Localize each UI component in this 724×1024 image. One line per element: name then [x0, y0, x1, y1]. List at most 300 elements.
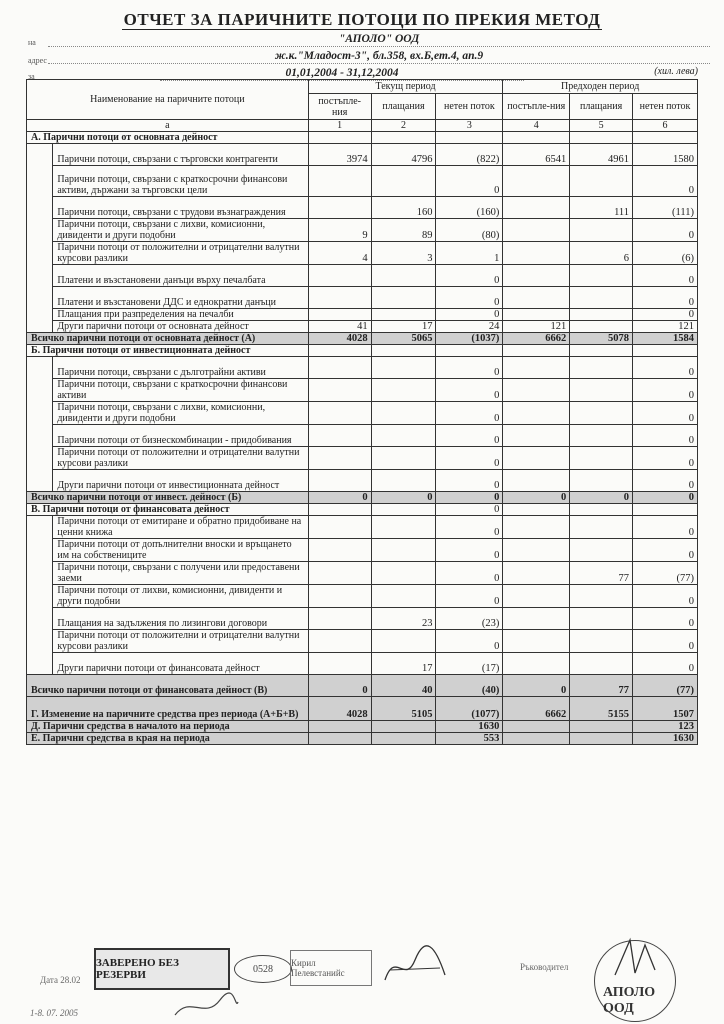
- table-row: [27, 242, 698, 265]
- cell-value: 0: [633, 265, 698, 287]
- cell-value: 4796: [371, 144, 436, 166]
- cell-value: 0: [308, 675, 371, 697]
- cell-value: [570, 425, 633, 447]
- cell-value: [308, 733, 371, 745]
- report-title: ОТЧЕТ ЗА ПАРИЧНИТЕ ПОТОЦИ ПО ПРЕКИЯ МЕТОД: [123, 10, 601, 29]
- row-name: Парични потоци от положителни и отрицателни валутни курсови разлики: [53, 242, 308, 265]
- row-name: Всичко парични потоци от финансовата дейност (В): [27, 675, 309, 697]
- cell-value: [371, 447, 436, 470]
- col-header-previous: Предходен период: [503, 80, 698, 94]
- cell-value: [503, 539, 570, 562]
- row-name: Парични потоци, свързани с краткосрочни финансови активи, държани за търговски цели: [53, 166, 308, 197]
- cell-value: [308, 166, 371, 197]
- cell-value: 0: [436, 166, 503, 197]
- cell-value: 5155: [570, 697, 633, 721]
- indent-cell: [27, 287, 53, 309]
- cell-value: [570, 539, 633, 562]
- table-row: [27, 197, 698, 219]
- cell-value: [308, 539, 371, 562]
- row-name: Плащания на задължения по лизингови договори: [53, 608, 308, 630]
- row-name: Г. Изменение на паричните средства през периода (А+Б+В): [27, 697, 309, 721]
- cell-value: 0: [570, 492, 633, 504]
- cell-value: 0: [503, 492, 570, 504]
- cell-value: [371, 733, 436, 745]
- cell-value: 4028: [308, 697, 371, 721]
- cell-value: [308, 379, 371, 402]
- cell-value: [371, 357, 436, 379]
- cell-value: 0: [633, 309, 698, 321]
- row-name: Други парични потоци от инвестиционната дейност: [53, 470, 308, 492]
- row-name: Парични потоци от емитиране и обратно придобиване на ценни книжа: [53, 516, 308, 539]
- cell-value: 0: [503, 675, 570, 697]
- cell-value: 89: [371, 219, 436, 242]
- indent-cell: [27, 608, 53, 630]
- col-index: 2: [371, 120, 436, 132]
- cell-value: [570, 265, 633, 287]
- row-name: Парични потоци, свързани с дълготрайни активи: [53, 357, 308, 379]
- cell-value: 0: [633, 402, 698, 425]
- total-row: [27, 675, 698, 697]
- cell-value: 4028: [308, 333, 371, 345]
- cell-value: 0: [436, 379, 503, 402]
- col-header-net: нетен поток: [436, 94, 503, 120]
- indent-cell: [27, 447, 53, 470]
- cell-value: 1580: [633, 144, 698, 166]
- cell-value: 5065: [371, 333, 436, 345]
- row-name: А. Парични потоци от основната дейност: [27, 132, 309, 144]
- cell-value: 0: [436, 357, 503, 379]
- cell-value: [308, 470, 371, 492]
- section-row: [27, 132, 698, 144]
- cell-value: [308, 425, 371, 447]
- cell-value: [371, 721, 436, 733]
- cell-value: 0: [633, 357, 698, 379]
- cell-value: [570, 379, 633, 402]
- indent-cell: [27, 197, 53, 219]
- cell-value: 0: [436, 562, 503, 585]
- cell-value: (111): [633, 197, 698, 219]
- row-name: Парични потоци, свързани с краткосрочни финансови активи: [53, 379, 308, 402]
- cell-value: [371, 166, 436, 197]
- col-index: 1: [308, 120, 371, 132]
- cell-value: [503, 585, 570, 608]
- cell-value: 0: [633, 287, 698, 309]
- cell-value: 6: [570, 242, 633, 265]
- section-row: [27, 504, 698, 516]
- row-name: Парични потоци от лихви, комисионни, дивиденти и други подобни: [53, 585, 308, 608]
- col-header-payments-prev: плащания: [570, 94, 633, 120]
- unit-label: (хил. лева): [654, 66, 698, 77]
- row-name: Парични потоци от положителни и отрицателни валутни курсови разлики: [53, 630, 308, 653]
- cell-value: [570, 516, 633, 539]
- cell-value: 0: [436, 470, 503, 492]
- cell-value: 24: [436, 321, 503, 333]
- indent-cell: [27, 516, 53, 539]
- cell-value: [503, 733, 570, 745]
- indent-cell: [27, 357, 53, 379]
- cell-value: [371, 265, 436, 287]
- row-name: Б. Парични потоци от инвестиционната дейност: [27, 345, 309, 357]
- manager-label: Ръководител: [520, 962, 569, 972]
- company-address: ж.к."Младост-3", бл.358, вх.Б,ет.4, ап.9: [48, 49, 710, 64]
- cell-value: 1: [436, 242, 503, 265]
- row-name: Всичко парични потоци от инвест. дейност (Б): [27, 492, 309, 504]
- cell-value: [371, 539, 436, 562]
- table-row: [27, 265, 698, 287]
- total-row: [27, 333, 698, 345]
- cell-value: 0: [633, 539, 698, 562]
- cell-value: 9: [308, 219, 371, 242]
- cell-value: [570, 287, 633, 309]
- cell-value: [503, 630, 570, 653]
- cell-value: [308, 345, 371, 357]
- cell-value: [570, 321, 633, 333]
- signature-icon: [380, 940, 450, 990]
- cell-value: [570, 447, 633, 470]
- cell-value: [633, 345, 698, 357]
- cell-value: [503, 219, 570, 242]
- cell-value: [371, 402, 436, 425]
- cell-value: [503, 516, 570, 539]
- col-header-net-prev: нетен поток: [633, 94, 698, 120]
- cell-value: [570, 721, 633, 733]
- cell-value: 121: [633, 321, 698, 333]
- col-index: 5: [570, 120, 633, 132]
- table-row: [27, 309, 698, 321]
- cell-value: [503, 402, 570, 425]
- col-index: 3: [436, 120, 503, 132]
- cell-value: 0: [436, 287, 503, 309]
- cell-value: 160: [371, 197, 436, 219]
- cell-value: [503, 287, 570, 309]
- cell-value: [371, 562, 436, 585]
- cell-value: [503, 357, 570, 379]
- cell-value: [503, 345, 570, 357]
- cell-value: [371, 345, 436, 357]
- row-name: Други парични потоци от основната дейност: [53, 321, 308, 333]
- indent-cell: [27, 219, 53, 242]
- cell-value: [503, 470, 570, 492]
- cell-value: 3: [371, 242, 436, 265]
- row-name: В. Парични потоци от финансовата дейност: [27, 504, 309, 516]
- cell-value: 553: [436, 733, 503, 745]
- cell-value: [570, 608, 633, 630]
- indent-cell: [27, 653, 53, 675]
- cell-value: 17: [371, 653, 436, 675]
- cell-value: [371, 630, 436, 653]
- cell-value: (23): [436, 608, 503, 630]
- cell-value: [633, 132, 698, 144]
- section-row: [27, 345, 698, 357]
- cell-value: [503, 379, 570, 402]
- cell-value: [503, 197, 570, 219]
- cell-value: [308, 608, 371, 630]
- label-na: на: [28, 38, 36, 47]
- row-name: Парични потоци, свързани с търговски контрагенти: [53, 144, 308, 166]
- cell-value: 5105: [371, 697, 436, 721]
- table-row: [27, 402, 698, 425]
- cell-value: [308, 504, 371, 516]
- table-row: [27, 539, 698, 562]
- cell-value: [308, 309, 371, 321]
- row-name: Платени и възстановени ДДС и еднократни данъци: [53, 287, 308, 309]
- table-row: [27, 144, 698, 166]
- cell-value: [308, 721, 371, 733]
- cell-value: (17): [436, 653, 503, 675]
- cell-value: [633, 504, 698, 516]
- cell-value: 77: [570, 675, 633, 697]
- cell-value: 0: [436, 447, 503, 470]
- cell-value: 0: [633, 630, 698, 653]
- cell-value: 0: [436, 630, 503, 653]
- table-row: [27, 470, 698, 492]
- cell-value: [436, 345, 503, 357]
- cell-value: [371, 309, 436, 321]
- cell-value: 77: [570, 562, 633, 585]
- cell-value: (1037): [436, 333, 503, 345]
- cell-value: [503, 653, 570, 675]
- cell-value: (80): [436, 219, 503, 242]
- cell-value: 0: [436, 504, 503, 516]
- row-name: Други парични потоци от финансовата дейност: [53, 653, 308, 675]
- cell-value: 0: [371, 492, 436, 504]
- cell-value: [503, 504, 570, 516]
- cell-value: [308, 630, 371, 653]
- cell-value: [371, 516, 436, 539]
- total-row: [27, 492, 698, 504]
- col-index: 6: [633, 120, 698, 132]
- cell-value: 0: [633, 516, 698, 539]
- cell-value: [570, 653, 633, 675]
- cell-value: 0: [633, 608, 698, 630]
- cell-value: [371, 585, 436, 608]
- cell-value: 0: [633, 425, 698, 447]
- cell-value: [371, 425, 436, 447]
- cell-value: 0: [633, 379, 698, 402]
- cell-value: 1630: [633, 733, 698, 745]
- cell-value: 0: [436, 516, 503, 539]
- cell-value: 1584: [633, 333, 698, 345]
- cell-value: 23: [371, 608, 436, 630]
- cell-value: 0: [633, 492, 698, 504]
- cell-value: [570, 166, 633, 197]
- cell-value: [503, 265, 570, 287]
- cell-value: [503, 447, 570, 470]
- total-row: [27, 697, 698, 721]
- cell-value: [503, 425, 570, 447]
- cell-value: (6): [633, 242, 698, 265]
- table-row: [27, 608, 698, 630]
- cell-value: [503, 166, 570, 197]
- indent-cell: [27, 265, 53, 287]
- cell-value: [570, 219, 633, 242]
- indent-cell: [27, 470, 53, 492]
- oval-stamp: 0528: [234, 955, 292, 983]
- cell-value: 123: [633, 721, 698, 733]
- cell-value: [570, 630, 633, 653]
- cell-value: [570, 345, 633, 357]
- cell-value: [503, 242, 570, 265]
- table-row: [27, 447, 698, 470]
- indent-cell: [27, 144, 53, 166]
- cell-value: 121: [503, 321, 570, 333]
- table-row: [27, 425, 698, 447]
- cell-value: (822): [436, 144, 503, 166]
- cell-value: [308, 197, 371, 219]
- cell-value: [308, 447, 371, 470]
- date-label: Дата 28.02: [40, 975, 81, 985]
- cell-value: [570, 309, 633, 321]
- indent-cell: [27, 379, 53, 402]
- indent-cell: [27, 425, 53, 447]
- indent-cell: [27, 166, 53, 197]
- cell-value: 6662: [503, 697, 570, 721]
- cell-value: [308, 653, 371, 675]
- signature-box: Кирил Пелевстанийс: [290, 950, 372, 986]
- cell-value: 3974: [308, 144, 371, 166]
- cell-value: 1630: [436, 721, 503, 733]
- indent-cell: [27, 321, 53, 333]
- col-header-name: Наименование на паричните потоци: [27, 80, 309, 120]
- indent-cell: [27, 309, 53, 321]
- cell-value: 0: [436, 585, 503, 608]
- table-row: [27, 321, 698, 333]
- cell-value: [570, 470, 633, 492]
- indent-cell: [27, 539, 53, 562]
- table-row: [27, 516, 698, 539]
- cell-value: [308, 287, 371, 309]
- cell-value: [308, 265, 371, 287]
- cell-value: (77): [633, 562, 698, 585]
- table-row: [27, 219, 698, 242]
- table-row: [27, 166, 698, 197]
- cell-value: 0: [436, 402, 503, 425]
- cell-value: 6541: [503, 144, 570, 166]
- cell-value: [308, 357, 371, 379]
- total-row: [27, 733, 698, 745]
- col-index: 4: [503, 120, 570, 132]
- cell-value: [570, 504, 633, 516]
- cell-value: [308, 402, 371, 425]
- company-seal: АПОЛО ООД: [594, 940, 676, 1022]
- table-row: [27, 630, 698, 653]
- cell-value: 0: [436, 492, 503, 504]
- cell-value: [570, 402, 633, 425]
- cell-value: 0: [633, 653, 698, 675]
- col-header-payments: плащания: [371, 94, 436, 120]
- row-name: Парични потоци от бизнескомбинации - придобивания: [53, 425, 308, 447]
- indent-cell: [27, 585, 53, 608]
- cell-value: 0: [633, 585, 698, 608]
- indent-cell: [27, 630, 53, 653]
- cell-value: [503, 608, 570, 630]
- cell-value: 17: [371, 321, 436, 333]
- cell-value: 5078: [570, 333, 633, 345]
- cell-value: [503, 562, 570, 585]
- cell-value: 0: [633, 219, 698, 242]
- cell-value: 0: [633, 447, 698, 470]
- cell-value: 0: [633, 470, 698, 492]
- audit-stamp: ЗАВЕРЕНО БЕЗ РЕЗЕРВИ: [94, 948, 230, 990]
- cell-value: 1507: [633, 697, 698, 721]
- cell-value: 0: [436, 265, 503, 287]
- handwritten-date: 1-8. 07. 2005: [30, 1008, 78, 1018]
- cash-flow-table: [26, 79, 698, 745]
- label-adres: адрес: [28, 56, 47, 65]
- cell-value: [371, 287, 436, 309]
- report-period: 01,01,2004 - 31,12,2004: [160, 66, 524, 81]
- row-name: Парични потоци от допълнителни вноски и връщането им на собствениците: [53, 539, 308, 562]
- table-row: [27, 287, 698, 309]
- table-row: [27, 562, 698, 585]
- col-header-receipts: постъпле-ния: [308, 94, 371, 120]
- cell-value: [308, 132, 371, 144]
- label-za: за: [28, 72, 35, 81]
- cell-value: [308, 585, 371, 608]
- indent-cell: [27, 402, 53, 425]
- col-index-a: а: [27, 120, 309, 132]
- table-row: [27, 357, 698, 379]
- row-name: Парични потоци, свързани с лихви, комисионни, дивиденти и други подобни: [53, 219, 308, 242]
- manager-signature-icon: [610, 935, 660, 980]
- row-name: Д. Парични средства в началото на периода: [27, 721, 309, 733]
- row-name: Парични потоци, свързани с лихви, комисионни, дивиденти и други подобни: [53, 402, 308, 425]
- cell-value: [371, 132, 436, 144]
- cell-value: (40): [436, 675, 503, 697]
- cell-value: 4961: [570, 144, 633, 166]
- table-row: [27, 585, 698, 608]
- cell-value: 0: [436, 425, 503, 447]
- cell-value: [503, 309, 570, 321]
- indent-cell: [27, 242, 53, 265]
- row-name: Парични потоци, свързани с трудови възнаграждения: [53, 197, 308, 219]
- cell-value: [308, 516, 371, 539]
- cell-value: 0: [436, 539, 503, 562]
- row-name: Е. Парични средства в края на периода: [27, 733, 309, 745]
- cell-value: [371, 470, 436, 492]
- cell-value: 41: [308, 321, 371, 333]
- company-name: "АПОЛО" ООД: [48, 32, 710, 47]
- cell-value: (1077): [436, 697, 503, 721]
- row-name: Парични потоци от положителни и отрицателни валутни курсови разлики: [53, 447, 308, 470]
- table-row: [27, 653, 698, 675]
- cell-value: [570, 132, 633, 144]
- cell-value: [570, 357, 633, 379]
- indent-cell: [27, 562, 53, 585]
- cell-value: 40: [371, 675, 436, 697]
- cell-value: 0: [308, 492, 371, 504]
- row-name: Парични потоци, свързани с получени или предоставени заеми: [53, 562, 308, 585]
- col-header-current: Текущ период: [308, 80, 503, 94]
- cell-value: [308, 562, 371, 585]
- row-name: Платени и възстановени данъци върху печалбата: [53, 265, 308, 287]
- cell-value: [570, 733, 633, 745]
- cell-value: [371, 504, 436, 516]
- row-name: Всичко парични потоци от основната дейност (А): [27, 333, 309, 345]
- cell-value: 6662: [503, 333, 570, 345]
- cell-value: [503, 721, 570, 733]
- cell-value: 111: [570, 197, 633, 219]
- cell-value: (77): [633, 675, 698, 697]
- cell-value: [570, 585, 633, 608]
- cell-value: 4: [308, 242, 371, 265]
- cell-value: [503, 132, 570, 144]
- table-row: [27, 379, 698, 402]
- cell-value: 0: [633, 166, 698, 197]
- cell-value: (160): [436, 197, 503, 219]
- row-name: Плащания при разпределения на печалби: [53, 309, 308, 321]
- cell-value: [436, 132, 503, 144]
